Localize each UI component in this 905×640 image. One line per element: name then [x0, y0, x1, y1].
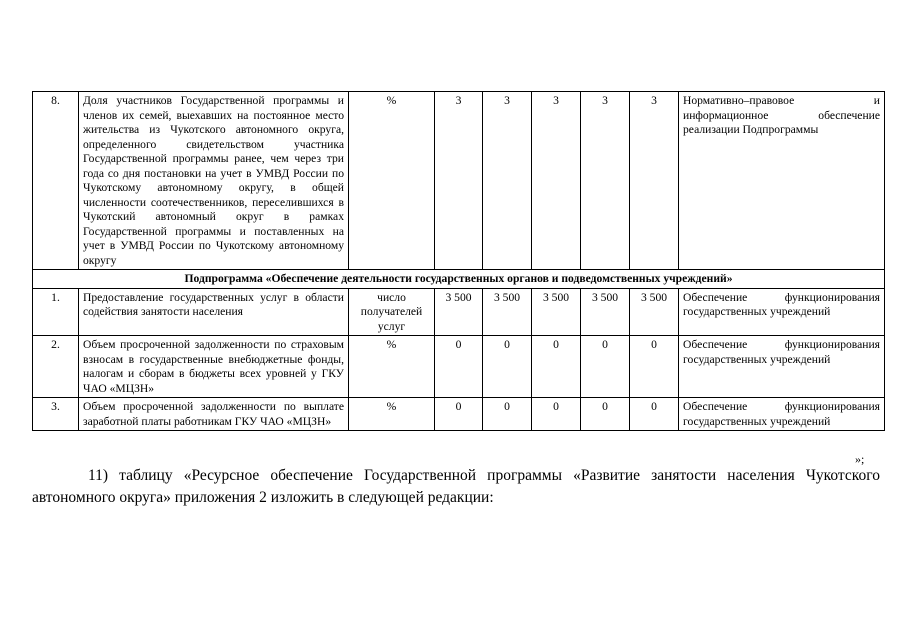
- value-cell: 3: [483, 92, 532, 270]
- indicator-name: Доля участников Государственной программы и членов их семей, выехавших на постоянное место жительства из Чукотского автономного округа, определенного свидетельством участника Государственной программы ранее, чем через три года со дня постановки на учет в УМВД России по Чукотскому автономному округу, в общей численности соотечественников, переселившихся в Чукотский автономный округ в рамках Государственной программы и поставленных на учет в УМВД России по Чукотскому автономному округу: [79, 92, 349, 270]
- value-cell: 0: [581, 336, 630, 398]
- indicator-name: Объем просроченной задолженности по страховым взносам в государственные внебюджетные фонды, налогам и сборам в бюджеты всех уровней у ГКУ ЧАО «МЦЗН»: [79, 336, 349, 398]
- value-cell: 3 500: [483, 288, 532, 336]
- indicator-name: Объем просроченной задолженности по выплате заработной платы работникам ГКУ ЧАО «МЦЗН»: [79, 398, 349, 431]
- value-cell: 3 500: [630, 288, 679, 336]
- unit-of-measure: число получателей услуг: [349, 288, 435, 336]
- value-cell: 3 500: [532, 288, 581, 336]
- unit-of-measure: %: [349, 336, 435, 398]
- row-number: 1.: [33, 288, 79, 336]
- value-cell: 3: [435, 92, 483, 270]
- paragraph-line: автономного округа» приложения 2 изложить в следующей редакции:: [32, 489, 494, 506]
- basis-text: Обеспечение функционирования государственных учреждений: [679, 398, 885, 431]
- table-row: [33, 92, 885, 270]
- table-row: [33, 336, 885, 398]
- value-cell: 0: [532, 336, 581, 398]
- value-cell: 0: [630, 398, 679, 431]
- table-row: [33, 398, 885, 431]
- section-header-row: [33, 270, 885, 289]
- value-cell: 0: [532, 398, 581, 431]
- unit-of-measure: %: [349, 398, 435, 431]
- value-cell: 0: [483, 398, 532, 431]
- row-number: 2.: [33, 336, 79, 398]
- indicators-table: [32, 91, 885, 431]
- basis-text: Обеспечение функционирования государственных учреждений: [679, 336, 885, 398]
- value-cell: 0: [483, 336, 532, 398]
- value-cell: 0: [435, 336, 483, 398]
- row-number: 8.: [33, 92, 79, 270]
- table-row: [33, 288, 885, 336]
- row-number: 3.: [33, 398, 79, 431]
- amendment-paragraph: [32, 465, 880, 509]
- unit-of-measure: %: [349, 92, 435, 270]
- closing-quote-mark: »;: [855, 452, 865, 466]
- basis-text: Нормативно–правовое и информационное обеспечение реализации Подпрограммы: [679, 92, 885, 270]
- value-cell: 3: [630, 92, 679, 270]
- basis-text: Обеспечение функционирования государственных учреждений: [679, 288, 885, 336]
- subprogram-title: Подпрограмма «Обеспечение деятельности государственных органов и подведомственных учреждений»: [33, 270, 885, 289]
- paragraph-line: 11) таблицу «Ресурсное обеспечение Государственной программы «Развитие занятости населения Чукотского: [88, 467, 880, 484]
- value-cell: 3 500: [435, 288, 483, 336]
- value-cell: 0: [581, 398, 630, 431]
- indicator-name: Предоставление государственных услуг в области содействия занятости населения: [79, 288, 349, 336]
- value-cell: 0: [435, 398, 483, 431]
- value-cell: 0: [630, 336, 679, 398]
- value-cell: 3: [581, 92, 630, 270]
- value-cell: 3: [532, 92, 581, 270]
- value-cell: 3 500: [581, 288, 630, 336]
